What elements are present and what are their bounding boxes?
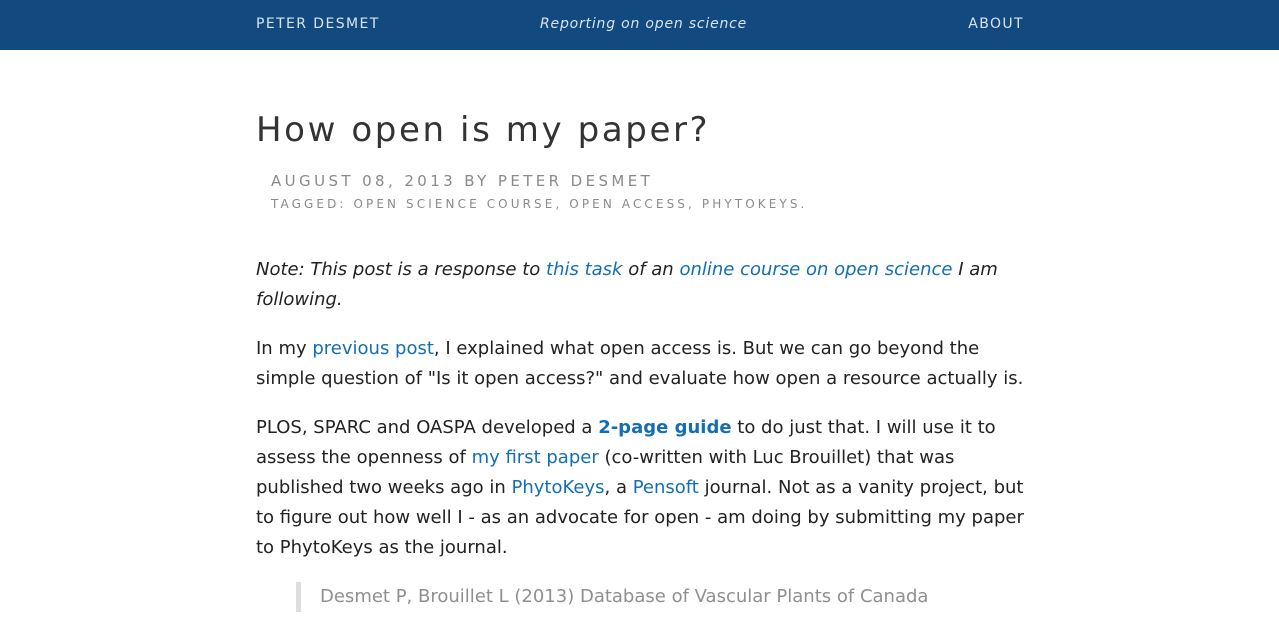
- paragraph-text: (co-written with Luc Brouillet) that was published two weeks ago in: [256, 447, 955, 498]
- nav-about-link[interactable]: ABOUT: [968, 16, 1024, 32]
- paragraph-text: to do just that. I will use it to assess the openness of: [256, 417, 996, 468]
- citation-blockquote: Desmet P, Brouillet L (2013) Database of Vascular Plants of Canada: [296, 582, 1024, 612]
- paragraph-text: In my: [256, 338, 313, 359]
- post-tags: [271, 195, 1024, 213]
- paragraph-text: , a: [604, 477, 633, 498]
- tag-open-science-course[interactable]: OPEN SCIENCE COURSE: [353, 197, 556, 211]
- tags-label: TAGGED:: [271, 197, 347, 211]
- post-meta: [271, 170, 1024, 192]
- paragraph-previous-post: [256, 334, 1024, 394]
- post-content: [256, 108, 1024, 612]
- post-body: [256, 255, 1024, 612]
- tags-end: .: [800, 197, 808, 211]
- pensoft-link[interactable]: Pensoft: [632, 477, 699, 498]
- note-text: I am following.: [256, 259, 998, 310]
- tag-phytokeys[interactable]: PHYTOKEYS: [701, 197, 801, 211]
- post-date: AUGUST 08, 2013: [271, 172, 457, 190]
- site-brand-link[interactable]: PETER DESMET: [256, 16, 380, 32]
- previous-post-link[interactable]: previous post: [312, 338, 434, 359]
- navbar-inner: [256, 0, 1024, 50]
- paragraph-text: PLOS, SPARC and OASPA developed a: [256, 417, 599, 438]
- tag-open-access[interactable]: OPEN ACCESS: [569, 197, 689, 211]
- tag-separator: ,: [555, 197, 563, 211]
- tag-separator: ,: [688, 197, 695, 211]
- post-author-link[interactable]: PETER DESMET: [497, 172, 654, 190]
- two-page-guide-link[interactable]: 2-page guide: [598, 417, 732, 438]
- post-by-label: BY: [464, 172, 490, 190]
- note-text: of an: [622, 259, 680, 280]
- paragraph-guide: [256, 413, 1024, 563]
- top-navbar: [0, 0, 1279, 50]
- online-course-link[interactable]: online course on open science: [679, 259, 953, 280]
- paragraph-text: journal. Not as a vanity project, but to figure out how well I - as an advocate for open - am doing by submitting my paper to PhytoKeys as the journal.: [256, 477, 1024, 558]
- paragraph-text: , I explained what open access is. But we can go beyond the simple question of "Is it open access?" and evaluate how open a resource actually is.: [256, 338, 1024, 389]
- post-title: How open is my paper?: [256, 110, 711, 150]
- note-paragraph: [256, 255, 1024, 315]
- phytokeys-link[interactable]: PhytoKeys: [511, 477, 605, 498]
- my-first-paper-link[interactable]: my first paper: [471, 447, 599, 468]
- site-tagline: Reporting on open science: [540, 16, 748, 32]
- note-text: Note: This post is a response to: [256, 259, 547, 280]
- this-task-link[interactable]: this task: [546, 259, 623, 280]
